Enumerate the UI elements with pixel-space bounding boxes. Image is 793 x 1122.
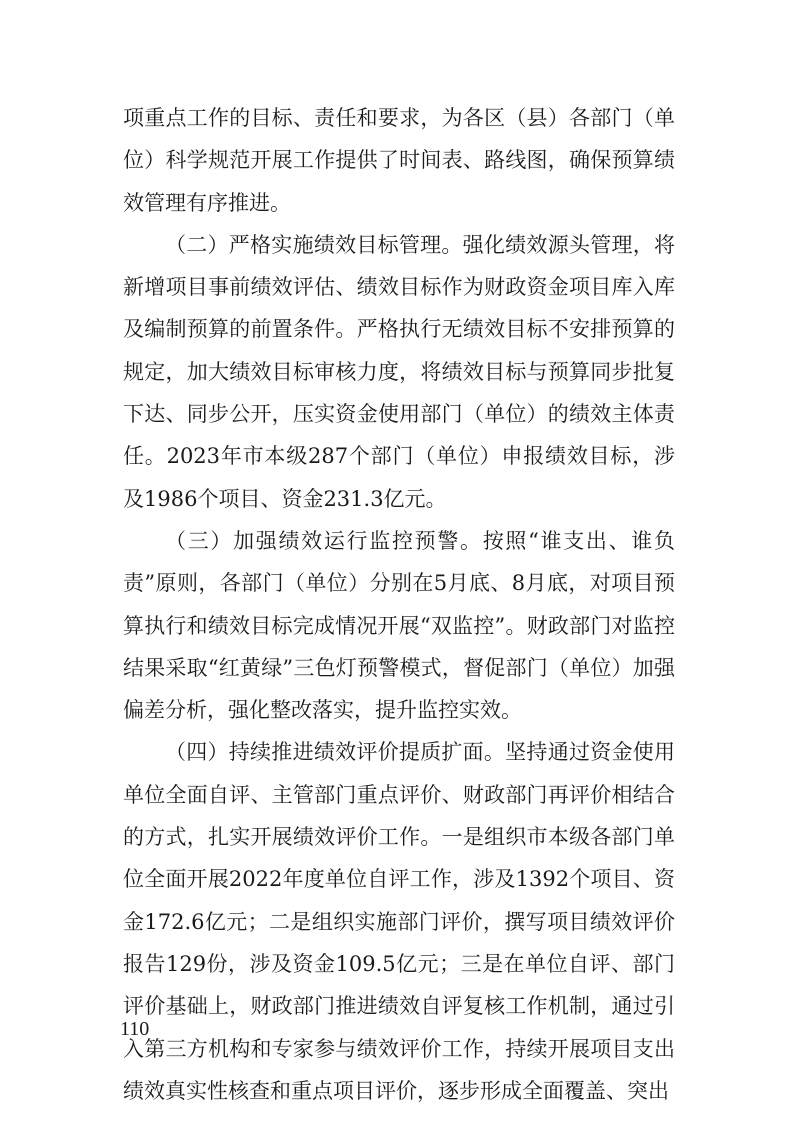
paragraph-target-management: （二）严格实施绩效目标管理。强化绩效源头管理，将新增项目事前绩效评估、绩效目标作为财政资金项目库入库及编制预算的前置条件。严格执行无绩效目标不安排预算的规定，加大绩效目标审核力度，将绩效目标与预算同步批复下达、同步公开，压实资金使用部门（单位）的绩效主体责任。2023年市本级287个部门（单位）申报绩效目标，涉及1986个项目、资金231.3亿元。	[123, 232, 675, 511]
page-number: 110	[120, 1018, 150, 1040]
paragraph-evaluation: （四）持续推进绩效评价提质扩面。坚持通过资金使用单位全面自评、主管部门重点评价、财政部门再评价相结合的方式，扎实开展绩效评价工作。一是组织市本级各部门单位全面开展2022年度单位自评工作，涉及1392个项目、资金172.6亿元；二是组织实施部门评价，撰写项目绩效评价报告129份，涉及资金109.5亿元；三是在单位自评、部门评价基础上，财政部门推进绩效自评复核工作机制，通过引入第三方机构和专家参与绩效评价工作，持续开展项目支出绩效真实性核查和重点项目评价，逐步形成全面覆盖、突出	[123, 740, 675, 1103]
paragraph-continued: 项重点工作的目标、责任和要求，为各区（县）各部门（单位）科学规范开展工作提供了时间表、路线图，确保预算绩效管理有序推进。	[123, 106, 675, 215]
body-text	[123, 97, 675, 1112]
paragraph-monitoring: （三）加强绩效运行监控预警。按照“谁支出、谁负责”原则，各部门（单位）分别在5月底、8月底，对项目预算执行和绩效目标完成情况开展“双监控”。财政部门对监控结果采取“红黄绿”三色灯预警模式，督促部门（单位）加强偏差分析，强化整改落实，提升监控实效。	[123, 528, 675, 723]
